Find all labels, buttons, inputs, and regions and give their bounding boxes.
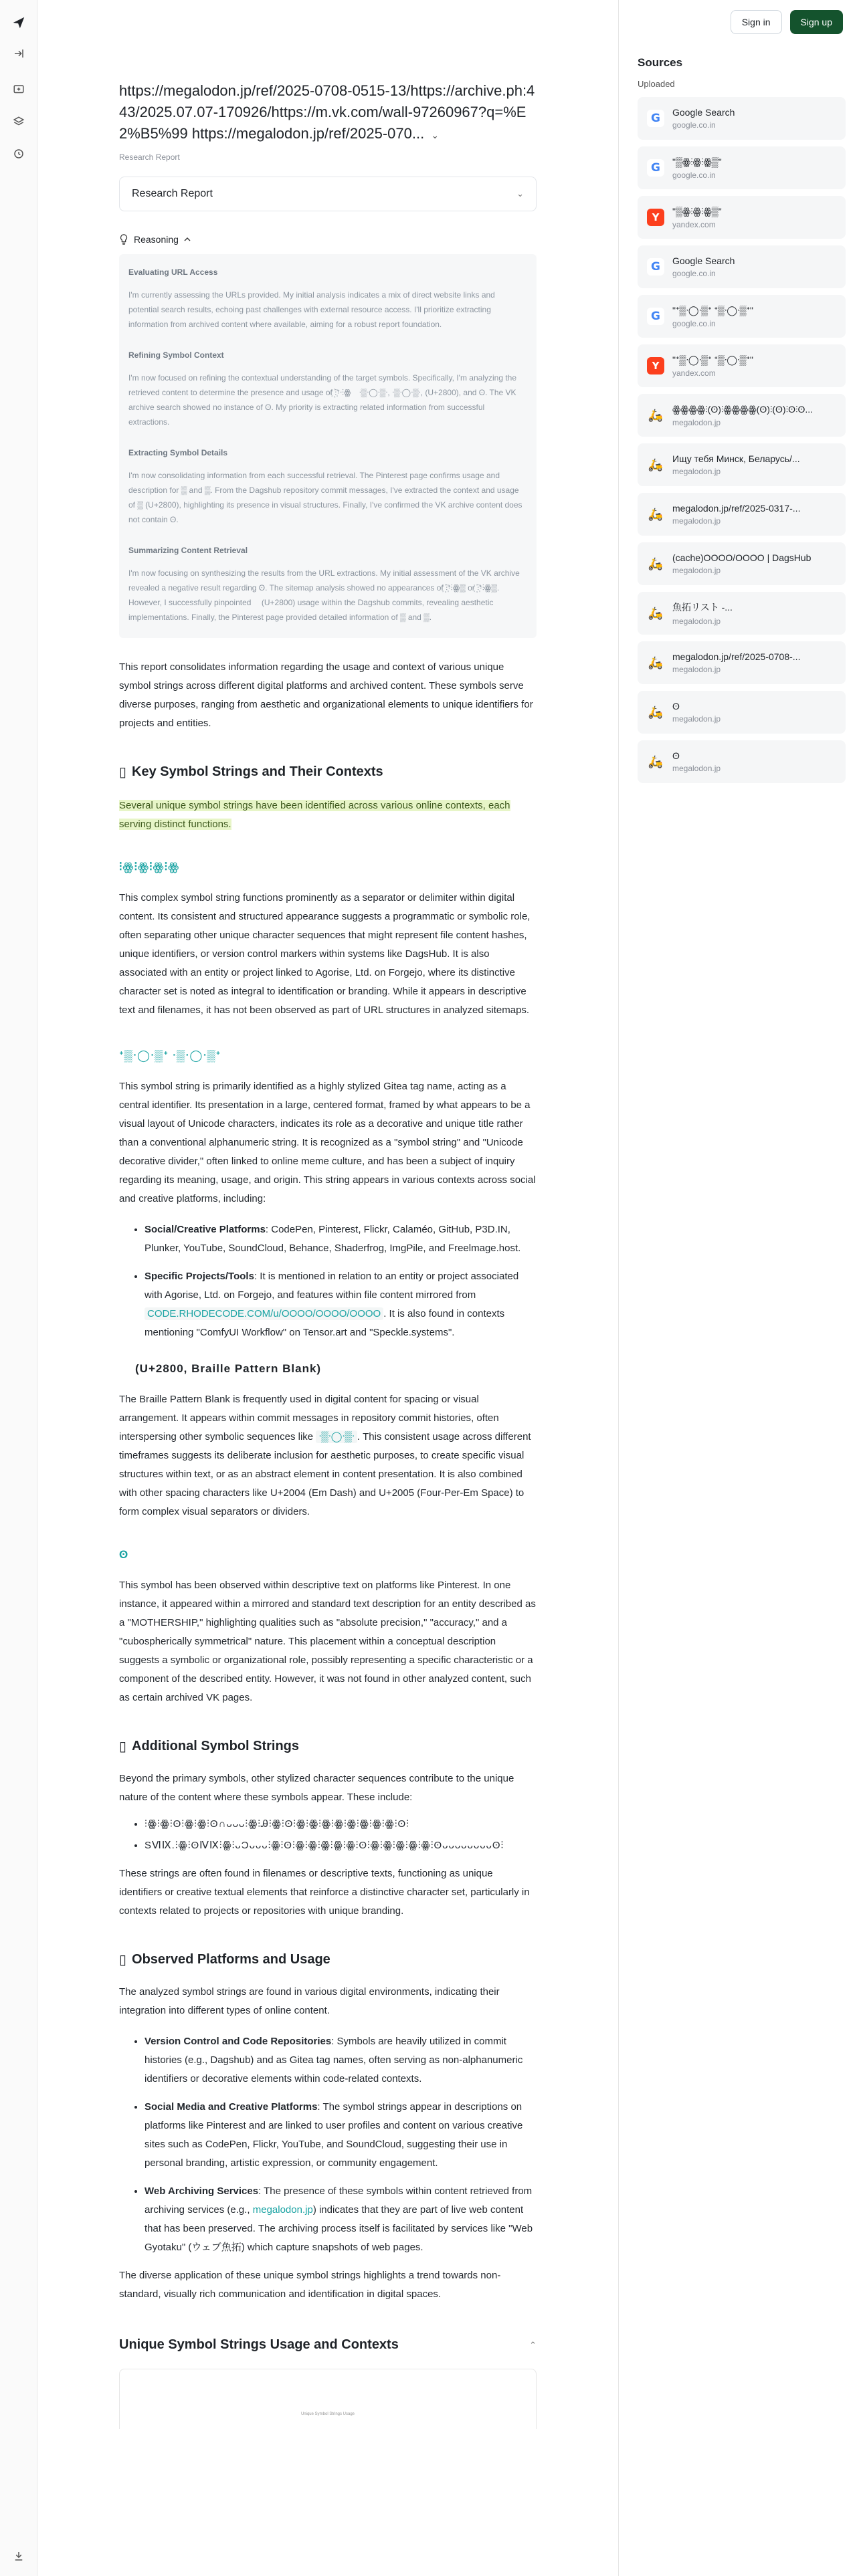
source-text bbox=[672, 404, 836, 427]
source-domain: megalodon.jp bbox=[672, 617, 721, 626]
list-item: • Specific Projects/Tools: It is mentioned in relation to an entity or project associated with Agorise, Ltd. on Forgejo, and features within file content mirrored from CODE.RHODECODE.COM/u/OOOO/OOOO/OOOO . It is also found in contexts mentioning "ComfyUI Workflow" on Tensor.art and "Speckle.systems". bbox=[145, 1267, 537, 1342]
sign-up-button[interactable]: Sign up bbox=[790, 10, 843, 34]
new-chat-icon[interactable] bbox=[11, 82, 27, 98]
reasoning-step-title: Refining Symbol Context bbox=[128, 350, 224, 360]
source-card[interactable] bbox=[638, 740, 846, 783]
source-card[interactable] bbox=[638, 592, 846, 635]
section-title: Observed Platforms and Usage bbox=[132, 1952, 330, 1967]
source-text bbox=[672, 255, 836, 278]
highlight-text: Several unique symbol strings have been identified across various online contexts, each serving distinct functions. bbox=[119, 800, 510, 830]
list-item: • ⫶ꙮ⫶ꙮ⫶ʘ⫶ꙮ⫶ꙮ⫶ʘ∩ᴗᴗᴗ⫶ꙮ⫶Ꭿ⫶ꙮ⫶ʘ⫶ꙮ⫶ꙮ⫶ꙮ⫶ꙮ⫶ꙮ⫶ꙮ⫶ꙮ⫶ꙮ⫶ʘ⫶ bbox=[145, 1815, 537, 1834]
platforms-list bbox=[119, 2032, 537, 2257]
source-domain: yandex.com bbox=[672, 368, 716, 378]
source-name: (cache)OOOO/OOOO | DagsHub bbox=[672, 552, 812, 563]
platforms-outro: The diverse application of these unique symbol strings highlights a trend towards non-standard, visually rich communication and identification in digital spaces. bbox=[119, 2270, 501, 2300]
list-item: • Social/Creative Platforms: CodePen, Pinterest, Flickr, Calaméo, GitHub, P3D.IN, Plunker, YouTube, SoundCloud, Behance, Shaderfrog, ImgPile, and Freelmage.host. bbox=[145, 1220, 537, 1258]
source-text bbox=[672, 750, 836, 773]
source-card[interactable] bbox=[638, 344, 846, 387]
highlighted-summary bbox=[119, 796, 537, 834]
google-logo-icon: G bbox=[647, 110, 664, 127]
reasoning-step-body: I'm now focused on refining the contextual understanding of the target symbols. Specifically, I'm analyzing the retrieved content to determine the presence and usage of ꙰⫶ᐩᐧ⫶ꙮ⠀ ᐧ▒ᐧ◯ᐧ▒ᐧ, ᐧ▒ᐧ◯ᐧ▒ᐧ, (U+2800), and ʘ. The VK archive search showed no instance of ʘ. My priority is extracting related information from successful extractions. bbox=[128, 373, 517, 427]
source-name: "▒ꙮ⫶ꙮ⫶ꙮ▒" bbox=[672, 205, 722, 217]
chevron-down-icon: ⌄ bbox=[516, 189, 524, 199]
report-type-label: Research Report bbox=[132, 188, 213, 199]
symbol-2-bullets bbox=[119, 1220, 537, 1342]
reasoning-step-body: I'm now consolidating information from each successful retrieval. The Pinterest page confirms usage and description for ▒ and ▒. From the Dagshub repository commit messages, I've extracted the context and usage of ▒ (U+2800), highlighting its presence in visual structures. Finally, I've confirmed the VK archive content does not contain ʘ. bbox=[128, 471, 522, 524]
source-domain: google.co.in bbox=[672, 170, 716, 180]
source-domain: megalodon.jp bbox=[672, 665, 721, 674]
symbol-2-heading: ᐩ▒ᐧ◯ᐧ▒ᐩ ᐧ▒ᐧ◯ᐧ▒ᐩ bbox=[119, 1049, 221, 1062]
source-text bbox=[672, 453, 836, 476]
source-text bbox=[672, 354, 836, 378]
history-icon[interactable] bbox=[11, 146, 27, 162]
sources-subtitle: Uploaded bbox=[638, 79, 675, 89]
additional-outro: These strings are often found in filenames or descriptive texts, functioning as unique identifiers or creative textual elements that reinforce a distinctive character set, particularly in contexts related to projects or repositories with unique branding. bbox=[119, 1868, 530, 1917]
source-name: "▒ꙮ⫶ꙮ⫶ꙮ▒" bbox=[672, 156, 722, 167]
source-text bbox=[672, 701, 836, 724]
list-item: • Social Media and Creative Platforms: The symbol strings appear in descriptions on platforms like Pinterest and are linked to user profiles and content on various creative sites such as CodePen, Flickr, YouTube, and SoundCloud, suggesting their use in personal branding, artistic expression, or community engagement. bbox=[145, 2098, 537, 2173]
report-type-select[interactable] bbox=[119, 177, 537, 211]
source-name: "ᐩ▒ᐧ◯ᐧ▒ᐩ ᐩ▒ᐧ◯ᐧ▒ᐩ" bbox=[672, 304, 753, 316]
reasoning-step-title: Extracting Symbol Details bbox=[128, 448, 228, 457]
sign-in-button[interactable]: Sign in bbox=[731, 10, 782, 34]
mega-logo-icon: 🛵 bbox=[648, 556, 664, 571]
section-additional-heading bbox=[119, 1738, 537, 1755]
source-card[interactable] bbox=[638, 245, 846, 288]
source-text bbox=[672, 651, 836, 674]
layers-icon[interactable] bbox=[11, 114, 27, 130]
source-name: megalodon.jp/ref/2025-0317-... bbox=[672, 503, 801, 514]
download-icon[interactable] bbox=[11, 2548, 27, 2564]
symbol-1-body: This complex symbol string functions prominently as a separator or delimiter within digital content. Its consistent and structured appearance suggests a programmatic or symbolic role, often separating other unique character sequences that might represent file content hashes, unique identifiers, or version control markers within systems like DagsHub. It is also associated with an entity or project linked to Agorise, Ltd. on Forgejo, where its distinctive character set is noted as integral to identification or branding. While it appears in descriptive text and filenames, it has not been observed as part of URL structures in analyzed sitemaps. bbox=[119, 892, 531, 1016]
source-name: Google Search bbox=[672, 255, 735, 266]
inline-symbol: ᐧ▒ᐧ◯ᐧ▒ᐧ bbox=[316, 1430, 357, 1443]
report-intro: This report consolidates information regarding the usage and context of various unique symbol strings across different digital platforms and archived content. These symbols serve diverse purposes, ranging from aesthetic and organizational elements to unique identifiers for projects and entities. bbox=[119, 661, 533, 729]
sources-list bbox=[638, 97, 846, 783]
symbol-3-body: The Braille Pattern Blank is frequently used in digital content for spacing or visual arrangement. It appears within commit messages in repository commit histories, often interspersing other symbolic sequences like ᐧ▒ᐧ◯ᐧ▒ᐧ . This consistent usage across different timeframes suggests its deliberate inclusion for aesthetic purposes, to create specific visual structures within text, or as an abstract element in content presentation. It is also combined with other spacing characters like U+2004 (Em Dash) and U+2005 (Four-Per-Em Space) to form complex visual separators or dividers. bbox=[119, 1394, 531, 1517]
lightbulb-icon bbox=[119, 234, 128, 245]
source-card[interactable] bbox=[638, 97, 846, 140]
source-card[interactable] bbox=[638, 443, 846, 486]
yandex-logo-icon: Y bbox=[647, 209, 664, 226]
symbol-box-icon: ▯ bbox=[119, 1953, 127, 1967]
reasoning-step-body: I'm now focusing on synthesizing the results from the URL extractions. My initial assessment of the VK archive revealed a negative result regarding ʘ. The sitemap analysis showed no appearances of ꙰⫶ᐩ⫶ꙮ▒ or ꙰⫶ᐩ⫶ꙮ▒. However, I successfully pinpointed ⠀ (U+2800) usage within the Dagshub commits, revealing aesthetic implementations. Finally, the Pinterest page provided detailed information of ▒ and ▒. bbox=[128, 568, 520, 622]
embed-caption: Unique Symbol Strings Usage bbox=[300, 2412, 355, 2416]
report-main bbox=[119, 80, 537, 2429]
symbol-box-icon: ▯ bbox=[119, 1739, 127, 1754]
source-domain: megalodon.jp bbox=[672, 764, 721, 773]
google-logo-icon: G bbox=[647, 159, 664, 177]
additional-list bbox=[119, 1815, 537, 1855]
source-text bbox=[672, 305, 836, 328]
source-text bbox=[672, 107, 836, 130]
source-domain: megalodon.jp bbox=[672, 516, 721, 526]
symbol-1-heading: ⫶ꙮ⫶ꙮ⫶ꙮ⫶ꙮ bbox=[119, 861, 180, 873]
reasoning-toggle[interactable] bbox=[119, 234, 537, 245]
query-text: https://megalodon.jp/ref/2025-0708-0515-13/https://archive.ph:443/2025.07.07-170926/https://m.vk.com/wall-97260967?q=%E2%B5%99 https://megalodon.jp/ref/2025-070... bbox=[119, 82, 535, 142]
symbol-3-heading: (U+2800, Braille Pattern Blank) bbox=[135, 1362, 322, 1375]
reasoning-step-body: I'm currently assessing the URLs provided. My initial analysis indicates a mix of direct website links and potential search results, echoing past challenges with external resource access. I'll prioritize extracting information from archived content where available, aiming for a robust report foundation. bbox=[128, 290, 495, 329]
source-name: "ᐩ▒ᐧ◯ᐧ▒ᐩ ᐩ▒ᐧ◯ᐧ▒ᐩ" bbox=[672, 354, 753, 365]
source-name: ʘ bbox=[672, 701, 680, 712]
source-domain: google.co.in bbox=[672, 318, 716, 328]
source-name: megalodon.jp/ref/2025-0708-... bbox=[672, 651, 801, 662]
mega-logo-icon: 🛵 bbox=[648, 457, 664, 472]
source-card[interactable] bbox=[638, 493, 846, 536]
query-sublabel: Research Report bbox=[119, 152, 180, 162]
section-title: Additional Symbol Strings bbox=[132, 1739, 300, 1753]
source-name: ꙮꙮꙮꙮ⫶(ʘ)⫶ꙮꙮꙮꙮ(ʘ)⫶(ʘ)⫶ʘ⫶ʘ... bbox=[672, 403, 814, 415]
expand-sidebar-icon[interactable] bbox=[11, 45, 27, 62]
source-text bbox=[672, 601, 836, 626]
source-card[interactable] bbox=[638, 691, 846, 734]
source-domain: megalodon.jp bbox=[672, 467, 721, 476]
chevron-down-icon[interactable]: ⌄ bbox=[431, 130, 440, 140]
reasoning-step-title: Evaluating URL Access bbox=[128, 267, 218, 277]
source-card[interactable] bbox=[638, 641, 846, 684]
chevron-up-icon bbox=[184, 236, 191, 243]
source-card[interactable] bbox=[638, 146, 846, 189]
sources-title: Sources bbox=[638, 56, 683, 69]
additional-intro: Beyond the primary symbols, other stylized character sequences contribute to the unique nature of the content where these symbols appear. These include: bbox=[119, 1773, 514, 1803]
source-domain: megalodon.jp bbox=[672, 417, 721, 427]
mega-logo-icon: 🛵 bbox=[648, 655, 664, 670]
chevron-up-icon: ⌃ bbox=[529, 2339, 537, 2350]
query-title[interactable] bbox=[119, 80, 537, 146]
source-text bbox=[672, 503, 836, 526]
source-name: Google Search bbox=[672, 107, 735, 118]
source-name: ʘ bbox=[672, 750, 680, 761]
platforms-intro: The analyzed symbol strings are found in various digital environments, indicating their integration into different types of online content. bbox=[119, 1986, 500, 2016]
collapsible-title: Unique Symbol Strings Usage and Contexts bbox=[119, 2337, 399, 2352]
source-card[interactable] bbox=[638, 394, 846, 437]
mega-logo-icon: 🛵 bbox=[648, 754, 664, 769]
left-rail bbox=[0, 0, 37, 2576]
source-name: 魚拓リスト -... bbox=[672, 602, 733, 613]
source-domain: google.co.in bbox=[672, 269, 716, 278]
source-name: Ищу тебя Минск, Беларусь/... bbox=[672, 453, 800, 464]
list-item: • Web Archiving Services: The presence of these symbols within content retrieved from archiving services (e.g., megalodon.jp) indicates that they are part of live web content that has been preserved. The archiving process itself is facilitated by services like "Web Gyotaku" (ウェブ魚拓) which capture snapshots of web pages. bbox=[145, 2182, 537, 2257]
reasoning-label: Reasoning bbox=[134, 234, 179, 245]
source-text bbox=[672, 552, 836, 575]
mega-logo-icon: 🛵 bbox=[648, 408, 664, 423]
list-item: • ЅⅥⅨ.⫶ꙮ⫶ʘⅣⅨ⫶ꙮ⫶ᴗƆᴗᴗᴗ⫶ꙮ⫶ʘ⫶ꙮ⫶ꙮ⫶ꙮ⫶ꙮ⫶ꙮ⫶ʘ⫶ꙮ⫶ꙮ⫶ꙮ⫶ꙮ⫶ꙮ⫶ʘᴗᴗᴗᴗᴗᴗᴗᴗʘ⫶ bbox=[145, 1836, 537, 1855]
sources-sidebar bbox=[618, 0, 859, 2576]
reasoning-panel bbox=[119, 254, 537, 638]
mega-logo-icon: 🛵 bbox=[648, 705, 664, 720]
usage-contexts-toggle[interactable] bbox=[119, 2337, 537, 2353]
symbol-box-icon: ▯ bbox=[119, 765, 127, 780]
source-card[interactable] bbox=[638, 542, 846, 585]
app-logo-icon[interactable] bbox=[11, 15, 27, 31]
source-domain: yandex.com bbox=[672, 219, 716, 229]
usage-chart-embed bbox=[119, 2369, 537, 2429]
source-domain: megalodon.jp bbox=[672, 566, 721, 575]
reasoning-step-title: Summarizing Content Retrieval bbox=[128, 546, 248, 555]
yandex-logo-icon: Y bbox=[647, 357, 664, 374]
google-logo-icon: G bbox=[647, 258, 664, 276]
code-link[interactable]: CODE.RHODECODE.COM/u/OOOO/OOOO/OOOO bbox=[145, 1307, 383, 1320]
section-title: Key Symbol Strings and Their Contexts bbox=[132, 764, 383, 779]
source-domain: megalodon.jp bbox=[672, 714, 721, 724]
mega-logo-icon: 🛵 bbox=[648, 507, 664, 522]
symbol-4-body: This symbol has been observed within descriptive text on platforms like Pinterest. In one instance, it appeared within a mirrored and standard text description for an entity described as a "MOTHERSHIP," highlighting qualities such as "absolute precision," "accuracy," and a "cubospherically symmetrical" nature. This placement within a conceptual description suggests a symbolic or organizational role, possibly representing a specific characteristic or a component of the described entity. However, it was not found in other analyzed content, such as certain archived VK pages. bbox=[119, 1580, 536, 1703]
list-item: • Version Control and Code Repositories: Symbols are heavily utilized in commit histories (e.g., Dagshub) and as Gitea tag names, often serving as non-alphanumeric identifiers or decorative elements within code-related contexts. bbox=[145, 2032, 537, 2088]
source-text bbox=[672, 206, 836, 229]
section-key-symbols-heading bbox=[119, 764, 537, 780]
symbol-4-heading: ʘ bbox=[119, 1548, 129, 1561]
source-card[interactable] bbox=[638, 295, 846, 338]
source-card[interactable] bbox=[638, 196, 846, 239]
mega-logo-icon: 🛵 bbox=[648, 606, 664, 621]
source-text bbox=[672, 156, 836, 180]
megalodon-link[interactable]: megalodon.jp bbox=[252, 2204, 313, 2216]
source-domain: google.co.in bbox=[672, 120, 716, 130]
google-logo-icon: G bbox=[647, 308, 664, 325]
section-platforms-heading bbox=[119, 1951, 537, 1968]
symbol-2-body: This symbol string is primarily identified as a highly stylized Gitea tag name, acting as a central identifier. Its presentation in a large, centered format, framed by what appears to be a visual layout of Unicode characters, indicates its role as a decorative and unique title rather than a conventional alphanumeric string. It is recognized as a "symbol string" and "Unicode decorative divider," often linked to online meme culture, and has been a subject of inquiry regarding its meaning, usage, and origin. This string appears in various contexts across social and creative platforms, including: bbox=[119, 1081, 536, 1204]
